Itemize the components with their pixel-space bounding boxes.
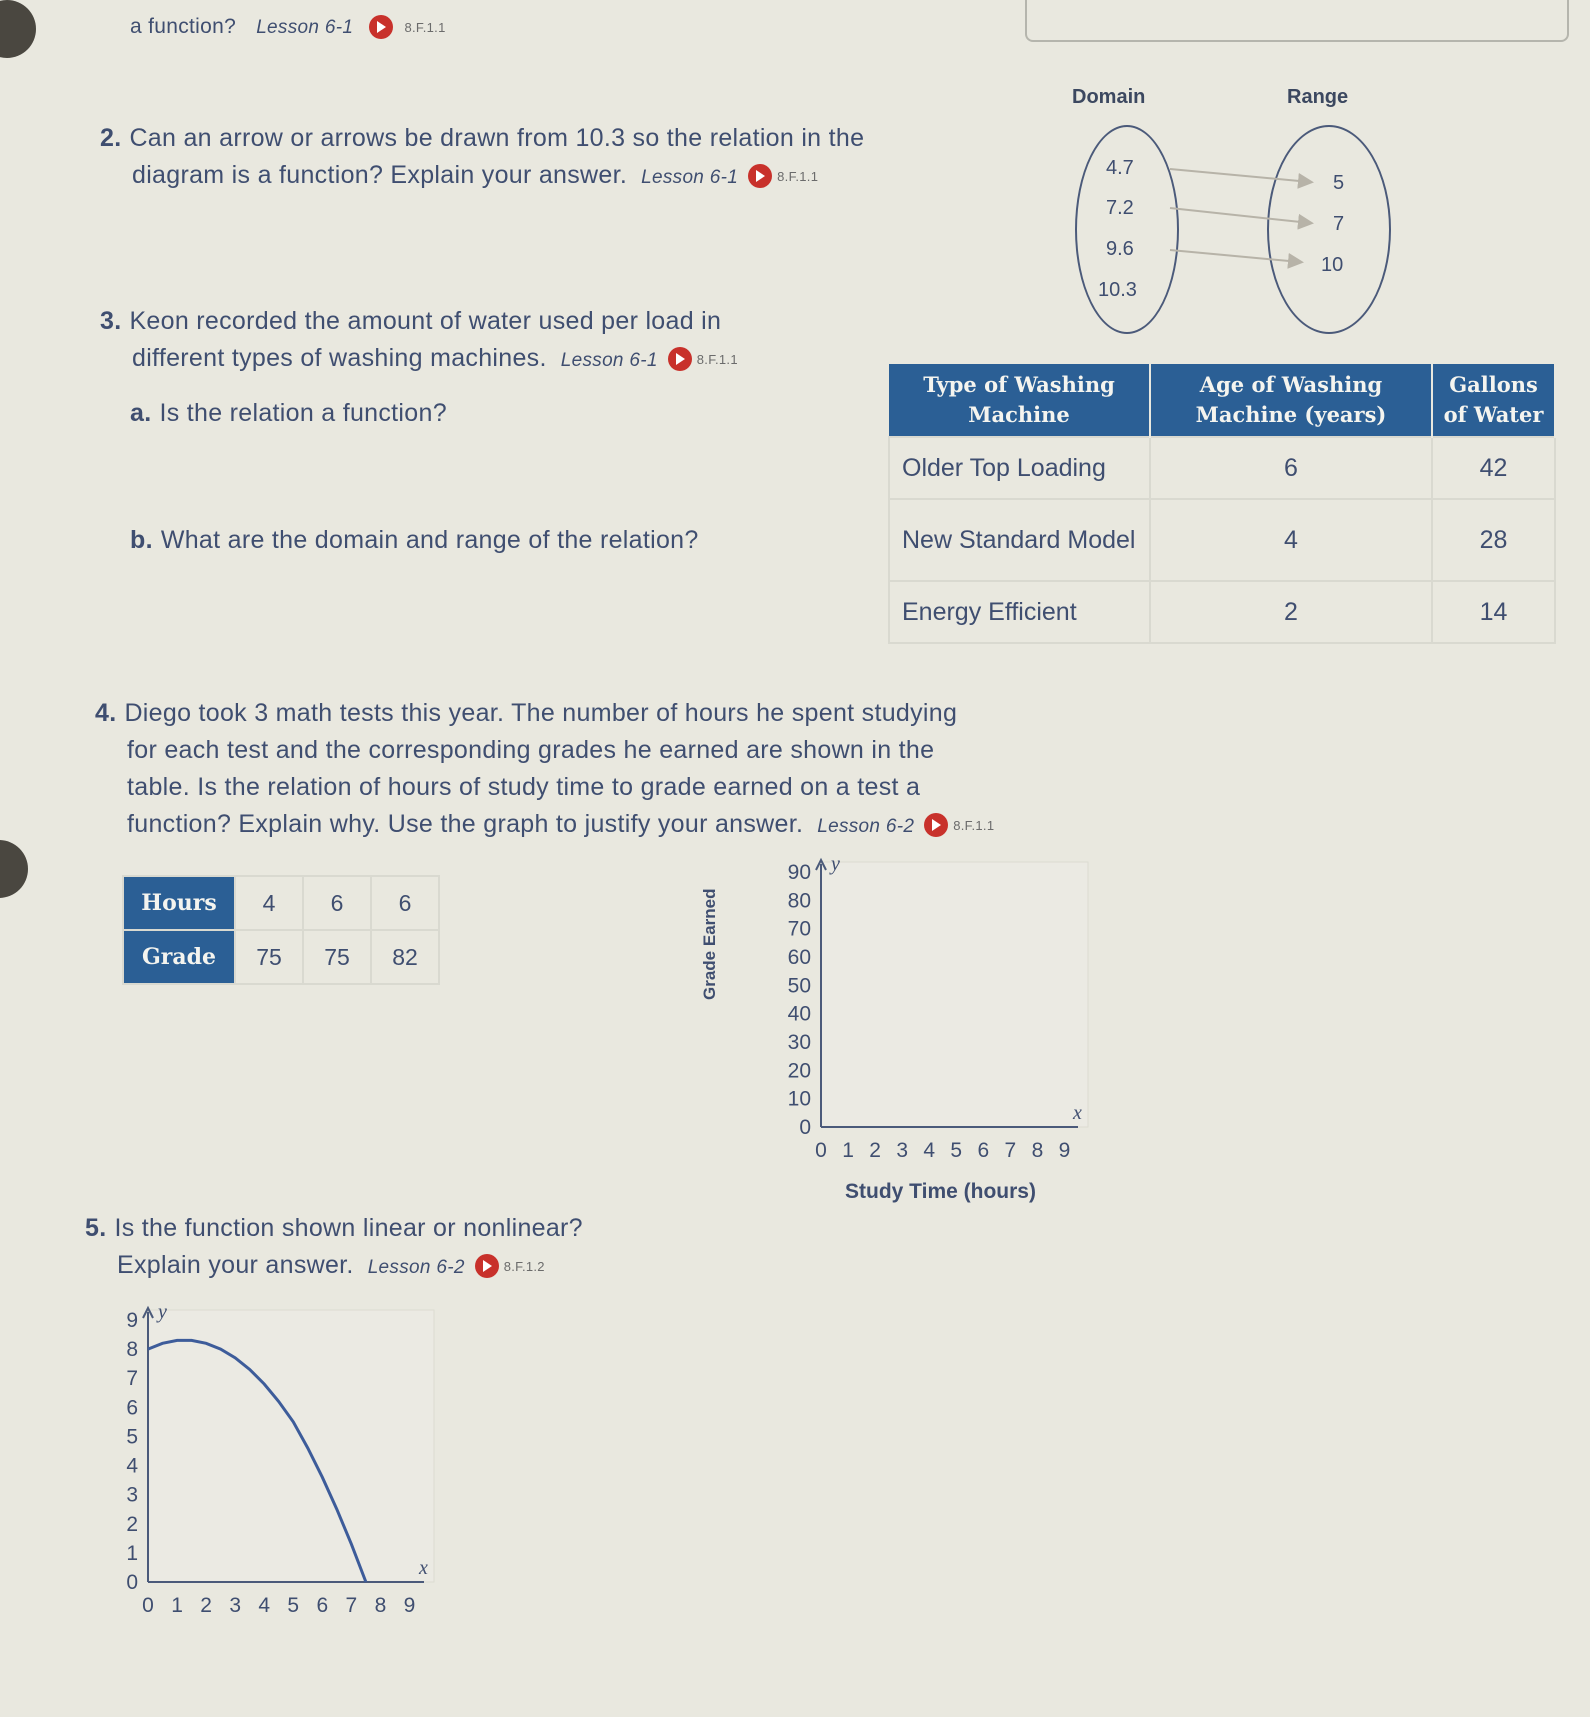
range-value: 7: [1333, 213, 1345, 235]
table-cell: 2: [1150, 581, 1432, 643]
x-tick-label: 9: [1058, 1139, 1071, 1162]
table-cell: 6: [371, 876, 439, 930]
table-cell: Energy Efficient: [889, 581, 1150, 643]
x-tick-label: 6: [977, 1139, 990, 1162]
range-label: Range: [1287, 86, 1349, 108]
q3-line2: different types of washing machines.: [132, 344, 547, 372]
q4-standard: 8.F.1.1: [953, 817, 995, 833]
column-header: Gallons of Water: [1432, 364, 1555, 437]
table-cell: 82: [371, 930, 439, 984]
domain-value: 10.3: [1098, 279, 1137, 301]
y-tick-label: 4: [126, 1454, 138, 1478]
q3-line1: Keon recorded the amount of water used per load in: [129, 307, 722, 335]
x-axis-label: Study Time (hours): [845, 1180, 1036, 1203]
q2-line2: diagram is a function? Explain your answer.: [132, 161, 628, 189]
column-header: Type of Washing Machine: [889, 364, 1150, 437]
range-value: 10: [1321, 254, 1344, 276]
table-cell: 4: [1150, 499, 1432, 581]
y-axis-label: Grade Earned: [700, 888, 719, 1000]
x-tick-label: 7: [1004, 1139, 1017, 1162]
row-header: Grade: [123, 930, 235, 984]
y-tick-label: 3: [126, 1483, 138, 1507]
x-tick-label: 8: [1031, 1139, 1044, 1162]
table-cell: 6: [1150, 437, 1432, 499]
x-tick-label: 3: [229, 1594, 242, 1617]
q4-line3: table. Is the relation of hours of study time to grade earned on a test a: [127, 773, 921, 801]
table-cell: 75: [303, 930, 371, 984]
y-tick-label: 50: [787, 974, 811, 998]
x-axis-name: x: [1073, 1102, 1082, 1124]
q2-lesson: Lesson 6-1: [641, 167, 739, 188]
q2-line1: Can an arrow or arrows be drawn from 10.3 so the relation in the: [129, 124, 865, 152]
y-tick-label: 30: [787, 1031, 811, 1054]
q5-number: 5.: [85, 1214, 107, 1242]
y-tick-label: 0: [126, 1571, 138, 1594]
x-tick-label: 0: [815, 1139, 827, 1162]
x-tick-label: 5: [287, 1594, 300, 1617]
range-value: 5: [1333, 172, 1345, 194]
y-tick-label: 9: [126, 1309, 138, 1332]
q5-line2: Explain your answer.: [117, 1251, 354, 1279]
x-axis-name: x: [419, 1557, 428, 1579]
q5-standard: 8.F.1.2: [503, 1258, 545, 1274]
q3-number: 3.: [100, 307, 122, 335]
q1-standard: 8.F.1.1: [404, 19, 446, 35]
plot-area: [148, 1310, 434, 1582]
q5-line1: Is the function shown linear or nonlinear?: [114, 1214, 583, 1242]
q3-standard: 8.F.1.1: [696, 351, 738, 367]
y-tick-label: 60: [787, 946, 811, 969]
q4-line4: function? Explain why. Use the graph to justify your answer.: [127, 810, 804, 838]
x-tick-label: 9: [403, 1594, 416, 1617]
table-cell: 6: [303, 876, 371, 930]
y-tick-label: 20: [787, 1059, 811, 1083]
table-cell: 28: [1432, 499, 1555, 581]
y-tick-label: 80: [787, 889, 811, 913]
x-tick-label: 5: [950, 1139, 963, 1162]
y-tick-label: 0: [799, 1116, 811, 1139]
x-tick-label: 3: [896, 1139, 909, 1162]
table-cell: 42: [1432, 437, 1555, 499]
table-cell: 14: [1432, 581, 1555, 643]
x-tick-label: 6: [316, 1594, 329, 1617]
q3a-letter: a.: [130, 399, 152, 427]
y-tick-label: 8: [126, 1338, 138, 1362]
x-tick-label: 2: [200, 1594, 212, 1617]
q3-lesson: Lesson 6-1: [560, 350, 658, 371]
table-cell: Older Top Loading: [889, 437, 1150, 499]
q5-lesson: Lesson 6-2: [367, 1257, 465, 1278]
y-tick-label: 1: [126, 1541, 138, 1565]
domain-value: 7.2: [1106, 197, 1134, 219]
x-tick-label: 1: [171, 1594, 183, 1617]
row-header: Hours: [123, 876, 235, 930]
q4-line2: for each test and the corresponding grades he earned are shown in the: [127, 736, 935, 764]
x-tick-label: 8: [374, 1594, 387, 1617]
table-cell: 4: [235, 876, 303, 930]
q4-lesson: Lesson 6-2: [817, 816, 915, 837]
y-tick-label: 6: [126, 1396, 138, 1420]
x-tick-label: 7: [345, 1594, 358, 1617]
y-tick-label: 7: [126, 1367, 138, 1391]
x-tick-label: 2: [869, 1139, 881, 1162]
y-tick-label: 2: [126, 1512, 138, 1536]
domain-value: 9.6: [1106, 238, 1134, 260]
y-tick-label: 10: [787, 1087, 811, 1111]
x-tick-label: 1: [842, 1139, 854, 1162]
y-tick-label: 90: [787, 861, 811, 884]
y-tick-label: 5: [126, 1425, 138, 1449]
domain-value: 4.7: [1106, 157, 1134, 179]
table-cell: 75: [235, 930, 303, 984]
y-tick-label: 70: [787, 917, 811, 941]
q3b-text: What are the domain and range of the relation?: [160, 526, 699, 554]
q4-line1: Diego took 3 math tests this year. The number of hours he spent studying: [124, 699, 958, 727]
q3b-letter: b.: [130, 526, 153, 554]
y-axis-name: y: [158, 1301, 167, 1323]
column-header: Age of Washing Machine (years): [1150, 364, 1432, 437]
table-cell: New Standard Model: [889, 499, 1150, 581]
y-axis-name: y: [831, 853, 840, 875]
q1-line: a function?: [130, 15, 237, 38]
y-tick-label: 40: [787, 1002, 811, 1026]
q3a-text: Is the relation a function?: [159, 399, 447, 427]
q4-number: 4.: [95, 699, 117, 727]
x-tick-label: 4: [923, 1139, 936, 1162]
q1-lesson: Lesson 6-1: [256, 17, 354, 38]
q2-number: 2.: [100, 124, 122, 152]
domain-label: Domain: [1072, 86, 1146, 108]
q2-standard: 8.F.1.1: [777, 168, 819, 184]
x-tick-label: 4: [258, 1594, 271, 1617]
x-tick-label: 0: [142, 1594, 154, 1617]
